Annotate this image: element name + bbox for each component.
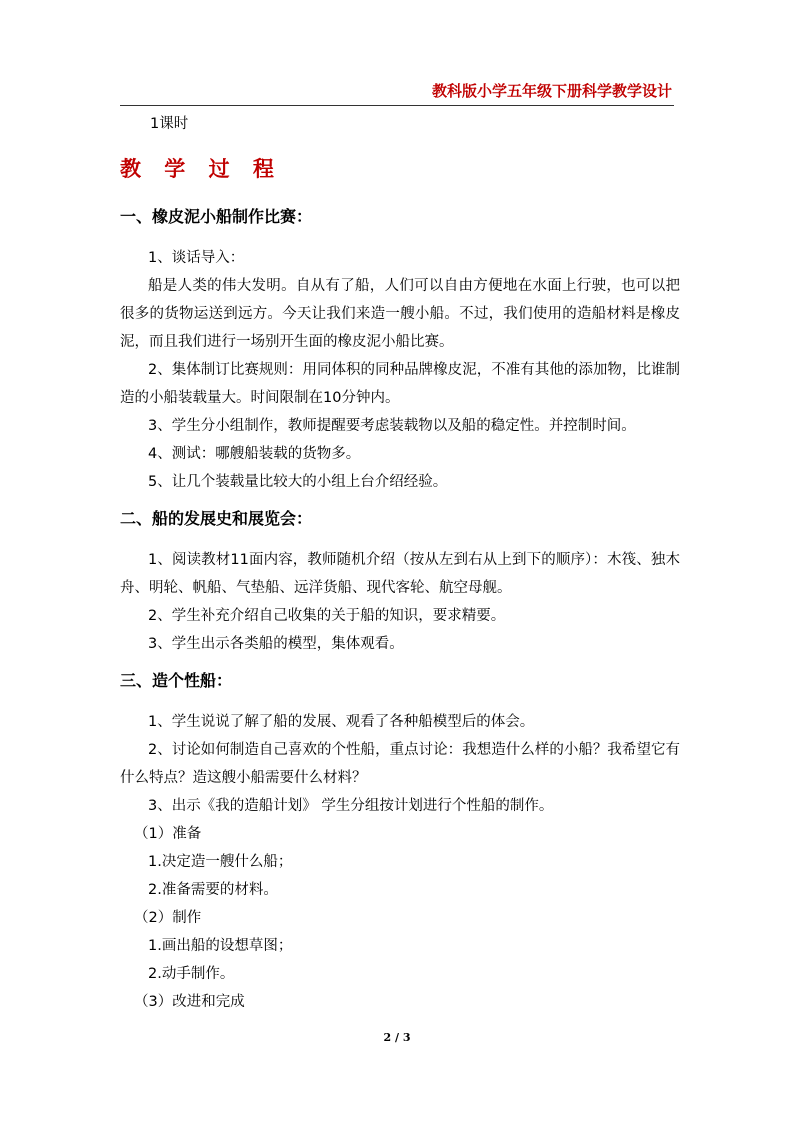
section-heading-3: 三、造个性船： [120, 671, 233, 690]
lesson-time: 1课时 [150, 116, 189, 132]
step-item: 2.准备需要的材料。 [148, 882, 278, 898]
step-item: 1.决定造一艘什么船； [148, 854, 293, 870]
paragraph: 船是人类的伟大发明。自从有了船，人们可以自由方便地在水面上行驶，也可以把很多的货物运送到远方。今天让我们来造一艘小船。不过，我们使用的造船材料是橡皮泥，而且我们进行一场别开生面的橡皮泥小船比赛。 [120, 278, 680, 350]
section-heading-2: 二、船的发展史和展览会： [120, 509, 313, 528]
step-item: （3）改进和完成 [134, 994, 245, 1010]
paragraph: 2、讨论如何制造自己喜欢的个性船，重点讨论：我想造什么样的小船？我希望它有什么特点？造这艘小船需要什么材料？ [120, 742, 680, 786]
paragraph: 1、阅读教材11面内容，教师随机介绍（按从左到右从上到下的顺序）：木筏、独木舟、明轮、帆船、气垫船、远洋货船、现代客轮、航空母舰。 [120, 552, 680, 596]
step-item: （2）制作 [134, 910, 202, 926]
paragraph: 3、学生出示各类船的模型，集体观看。 [148, 636, 404, 652]
section-heading-1: 一、橡皮泥小船制作比赛： [120, 207, 313, 226]
step-item: 2.动手制作。 [148, 966, 235, 982]
paragraph: 3、出示《我的造船计划》 学生分组按计划进行个性船的制作。 [148, 798, 554, 814]
paragraph: 5、让几个装载量比较大的小组上台介绍经验。 [148, 474, 448, 490]
header-divider [120, 105, 674, 106]
document-body [120, 110, 680, 1016]
paragraph: 1、学生说说了解了船的发展、观看了各种船模型后的体会。 [148, 714, 535, 730]
paragraph: 4、测试：哪艘船装载的货物多。 [148, 446, 361, 462]
step-item: 1.画出船的设想草图； [148, 938, 293, 954]
page-number: 2 / 3 [383, 1031, 411, 1044]
step-item: （1）准备 [134, 826, 202, 842]
paragraph: 2、集体制订比赛规则：用同体积的同种品牌橡皮泥，不准有其他的添加物，比谁制造的小船装载量大。时间限制在10分钟内。 [120, 362, 680, 406]
paragraph: 1、谈话导入： [148, 250, 245, 266]
paragraph: 2、学生补充介绍自己收集的关于船的知识，要求精要。 [148, 608, 506, 624]
paragraph: 3、学生分小组制作，教师提醒要考虑装载物以及船的稳定性。并控制时间。 [148, 418, 636, 434]
document-header-title: 教科版小学五年级下册科学教学设计 [431, 82, 672, 100]
section-title: 教 学 过 程 [120, 156, 282, 181]
